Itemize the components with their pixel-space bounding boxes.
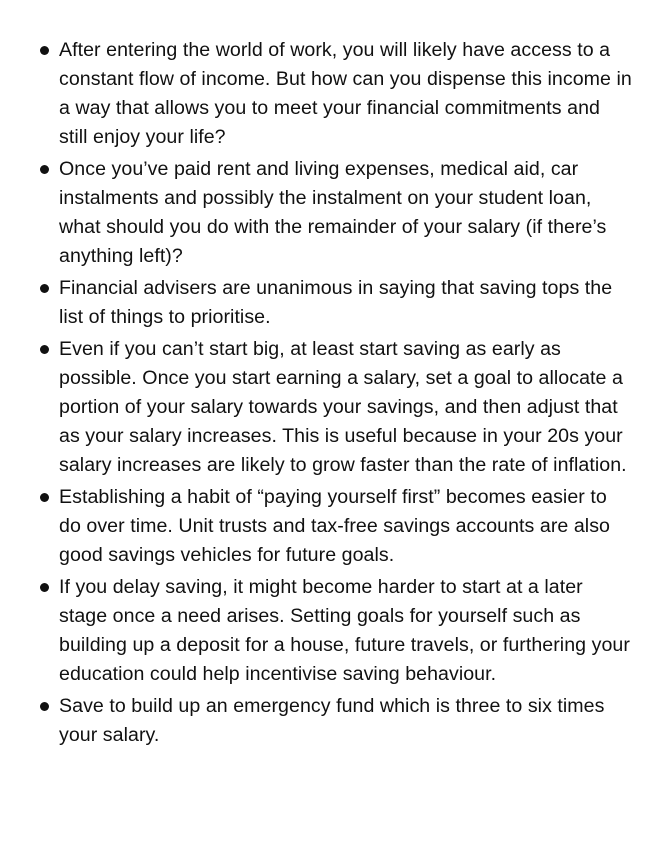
list-item: [36, 573, 632, 689]
document-body: [36, 36, 632, 750]
list-item: [36, 36, 632, 152]
list-item-text: Establishing a habit of “paying yourself first” becomes easier to do over time. Unit trusts and tax-free savings accounts are also good savings vehicles for future goals.: [59, 486, 610, 566]
list-item-text: Save to build up an emergency fund which is three to six times your salary.: [59, 695, 605, 746]
bullet-dot-icon: [40, 284, 49, 293]
list-item: [36, 274, 632, 332]
list-item-text: Once you’ve paid rent and living expenses, medical aid, car instalments and possibly the instalment on your student loan, what should you do with the remainder of your salary (if there’s anything left)?: [59, 158, 607, 267]
bullet-list: [36, 36, 632, 750]
list-item-text: Even if you can’t start big, at least start saving as early as possible. Once you start earning a salary, set a goal to allocate a portion of your salary towards your savings, and then adjust that as your salary increases. This is useful because in your 20s your salary increases are likely to grow faster than the rate of inflation.: [59, 338, 627, 476]
list-item: [36, 483, 632, 570]
bullet-dot-icon: [40, 702, 49, 711]
bullet-dot-icon: [40, 583, 49, 592]
list-item: [36, 692, 632, 750]
list-item: [36, 155, 632, 271]
list-item-text: Financial advisers are unanimous in saying that saving tops the list of things to prioritise.: [59, 277, 613, 328]
bullet-dot-icon: [40, 493, 49, 502]
bullet-dot-icon: [40, 345, 49, 354]
list-item: [36, 335, 632, 480]
bullet-dot-icon: [40, 46, 49, 55]
list-item-text: After entering the world of work, you will likely have access to a constant flow of income. But how can you dispense this income in a way that allows you to meet your financial commitments and still enjoy your life?: [59, 39, 632, 148]
bullet-dot-icon: [40, 165, 49, 174]
list-item-text: If you delay saving, it might become harder to start at a later stage once a need arises. Setting goals for yourself such as building up a deposit for a house, future travels, or furthering your education could help incentivise saving behaviour.: [59, 576, 630, 685]
